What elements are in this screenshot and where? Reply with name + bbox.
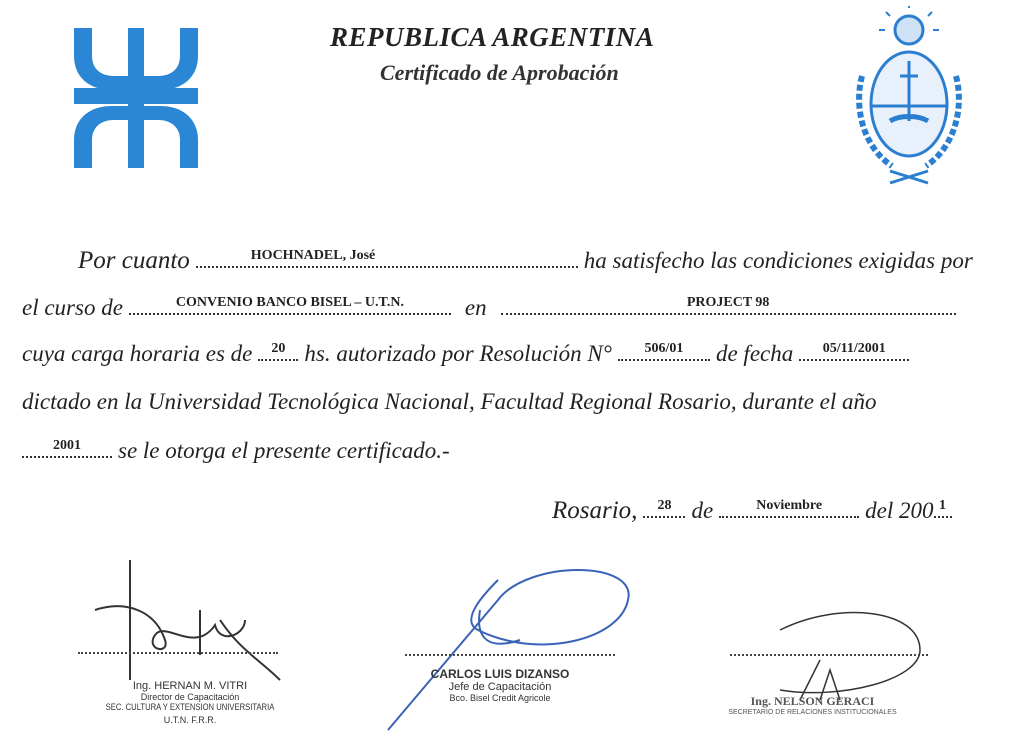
text: el curso de: [22, 295, 123, 320]
text: en: [464, 295, 487, 320]
hours-field: [258, 339, 298, 361]
signer-role: Director de Capacitación: [140, 692, 240, 702]
student-name: HOCHNADEL, José: [250, 248, 376, 263]
resolution-field: [618, 339, 710, 361]
text: Por cuanto: [78, 247, 190, 274]
signature-line-1: [78, 652, 278, 654]
signer-organization: Bco. Bisel Credit Agricole: [449, 693, 551, 703]
text: ha satisfecho las condiciones exigidas por: [583, 248, 973, 273]
year-field: [22, 436, 112, 458]
month-field: [719, 496, 859, 518]
resolution-date-field: [799, 339, 909, 361]
body-line-4: [22, 389, 877, 415]
city: Rosario,: [552, 497, 638, 524]
text: se le otorga el presente certificado.-: [118, 438, 450, 463]
signature-block-1: [90, 680, 290, 725]
signer-role: Jefe de Capacitación: [448, 681, 552, 693]
year-value: 2001: [53, 438, 81, 453]
signer-department: SEC. CULTURA Y EXTENSION UNIVERSITARIA: [105, 702, 275, 712]
utn-logo: [74, 28, 198, 168]
signature-line-2: [405, 654, 615, 656]
day-value: 28: [657, 498, 672, 513]
signer-role: SECRETARIO DE RELACIONES INSTITUCIONALES: [728, 709, 897, 716]
name-field: [196, 246, 578, 268]
course-field: [129, 293, 451, 315]
resolution-date: 05/11/2001: [822, 341, 886, 356]
subject-field: [501, 293, 956, 315]
date-line: [552, 496, 952, 525]
signer-name: CARLOS LUIS DIZANSO: [430, 667, 570, 681]
day-field: [643, 496, 685, 518]
signer-organization: U.T.N. F.R.R.: [163, 715, 217, 725]
month-value: Noviembre: [756, 498, 823, 513]
year-digit: 1: [939, 498, 947, 513]
body-line-1: [78, 246, 973, 275]
body-line-2: [22, 293, 962, 321]
signature-block-2: [425, 667, 575, 703]
body-line-3: [22, 339, 915, 367]
coat-of-arms-emblem: [850, 6, 968, 190]
course-name: CONVENIO BANCO BISEL – U.T.N.: [175, 295, 404, 310]
subject-name: PROJECT 98: [686, 295, 770, 310]
text: del 200: [865, 498, 934, 523]
text: hs. autorizado por Resolución N°: [304, 341, 612, 366]
signature-line-3: [730, 654, 928, 656]
signature-block-3: [725, 694, 900, 716]
body-line-5: [22, 436, 450, 464]
text: cuya carga horaria es de: [22, 341, 253, 366]
signer-name: Ing. NELSON GERACI: [750, 694, 875, 708]
hours-value: 20: [271, 341, 286, 356]
certificate-title: REPUBLICA ARGENTINA: [330, 22, 655, 52]
certificate-subtitle: Certificado de Aprobación: [380, 60, 619, 85]
text: de: [691, 498, 714, 523]
year-digit-field: [934, 496, 952, 518]
text: de fecha: [715, 341, 794, 366]
resolution-number: 506/01: [644, 341, 684, 356]
signer-name: Ing. HERNAN M. VITRI: [132, 680, 248, 692]
text: dictado en la Universidad Tecnológica Nacional, Facultad Regional Rosario, durante el año: [22, 389, 877, 414]
